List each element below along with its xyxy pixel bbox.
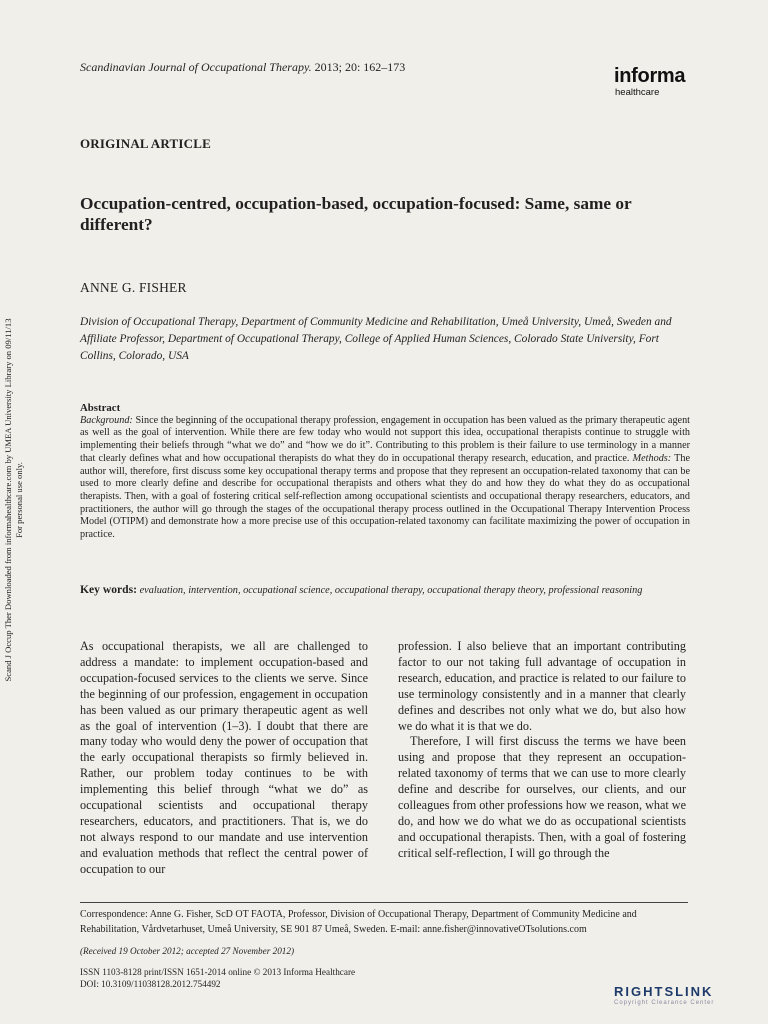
personal-use-notice: For personal use only.: [14, 462, 24, 538]
rightslink-logo[interactable]: [614, 984, 754, 1016]
correspondence-note: Correspondence: Anne G. Fisher, ScD OT FAOTA, Professor, Division of Occupational Therapy, Department of Community Medicine and Rehabilitation, Vårdvetarhuset, Umeå University, SE 901 87 Umeå, Sweden. E-mail: anne.fisher@innovativeOTsolutions.com: [80, 909, 637, 935]
article-title: Occupation-centred, occupation-based, occupation-focused: Same, same or different?: [80, 194, 632, 234]
publication-info: [80, 966, 355, 990]
body-paragraph: Therefore, I will first discuss the terms we have been using and propose that they represent an occupation-related taxonomy of terms that we can use to more clearly define and describe for ourselves, our clients, and our colleagues from other professions how we reason, what we do, and how we do what we do as occupational scientists and occupational therapists. Then, with a goal of fostering critical self-reflection, I will go through the: [398, 734, 687, 860]
abstract-heading: Abstract: [80, 402, 121, 414]
rightslink-wordmark: RIGHTSLINK: [614, 984, 714, 999]
logo-subtitle: healthcare: [615, 87, 660, 98]
received-dates: (Received 19 October 2012; accepted 27 November 2012): [80, 946, 295, 956]
article-type: ORIGINAL ARTICLE: [80, 136, 211, 151]
methods-text: The author will, therefore, first discuss some key occupational therapy terms and propose that they represent an occupation-related taxonomy that can be used to more clearly define and describe for occupational therapists and others what they do and how they do what they do as occupational therapists. Then, with a goal of fostering critical self-reflection among occupational scientists and occupational therapy researchers, educators, and practitioners, the author will go through the stages of the occupational therapy process outlined in the Occupational Therapy Intervention Process Model (OTIPM) and demonstrate how a more precise use of this occupation-related taxonomy can facilitate maximizing the power of occupation in practice.: [80, 452, 691, 541]
abstract-block: [80, 402, 690, 542]
body-paragraph: profession. I also believe that an important contributing factor to our not taking full advantage of occupation in research, education, and practice is related to our failure to use terminology consistently and in a manner that clearly defines and describes not only what we do, but also how we do what it is that we do.: [398, 639, 686, 733]
footnote-divider: [80, 902, 688, 903]
keywords-list: evaluation, intervention, occupational science, occupational therapy, occupational therapy theory, professional reasoning: [137, 585, 643, 596]
abstract-body: [80, 415, 690, 542]
keywords-block: [80, 583, 690, 598]
body-paragraph: As occupational therapists, we all are challenged to address a mandate: to implement occupation-based and occupation-focused services to the clients we serve. Since the beginning of our profession, engagement in occupation has been valued as our primary therapeutic agent as well as the goal of intervention (1–3). I doubt that there are many today who would deny the power of occupation that the early occupational therapists so firmly believed in. Rather, our problem today continues to be with implementing this belief through “what we do” as occupational scientists and occupational therapy researchers, educators, and practitioners. That is, we do not always respond to our mandate and use intervention and evaluation methods that reflect the central power of occupation to our: [80, 639, 368, 876]
keywords-label: Key words:: [80, 583, 137, 596]
doi-line: DOI: 10.3109/11038128.2012.754492: [80, 979, 221, 989]
background-label: Background:: [80, 414, 133, 426]
body-column-left: [80, 639, 368, 878]
issn-line: ISSN 1103-8128 print/ISSN 1651-2014 online © 2013 Informa Healthcare: [80, 967, 356, 977]
journal-name: Scandinavian Journal of Occupational Therapy.: [80, 60, 312, 74]
author-name: ANNE G. FISHER: [80, 280, 187, 295]
methods-label: Methods:: [632, 452, 672, 464]
author-affiliation: Division of Occupational Therapy, Department of Community Medicine and Rehabilitation, Umeå University, Umeå, Sweden and Affiliate Professor, Department of Occupational Therapy, College of Applied Human Sciences, Colorado State University, Fort Collins, Colorado, USA: [80, 316, 672, 362]
informa-logo: [614, 66, 685, 98]
logo-wordmark: informa: [614, 65, 686, 87]
rightslink-subtitle: Copyright Clearance Center: [614, 1000, 715, 1006]
journal-volume: 2013; 20: 162–173: [311, 60, 406, 74]
download-notice: Scand J Occup Ther Downloaded from informahealthcare.com by UMEA University Library on 09/11/13: [3, 318, 13, 682]
journal-citation: [80, 60, 405, 75]
body-column-right: [398, 639, 686, 862]
background-text: Since the beginning of the occupational therapy profession, engagement in occupation has been valued as the primary therapeutic agent as well as the goal of intervention. While there are few today who would not support this idea, occupational therapists continue to struggle with implementing their beliefs through “what we do” and “how we do it”. Contributing to this problem is their failure to use terminology in a manner that clearly defines what and how occupational therapists do what they do in occupational therapy research, education, and practice.: [80, 414, 690, 464]
download-watermark: [3, 290, 25, 710]
